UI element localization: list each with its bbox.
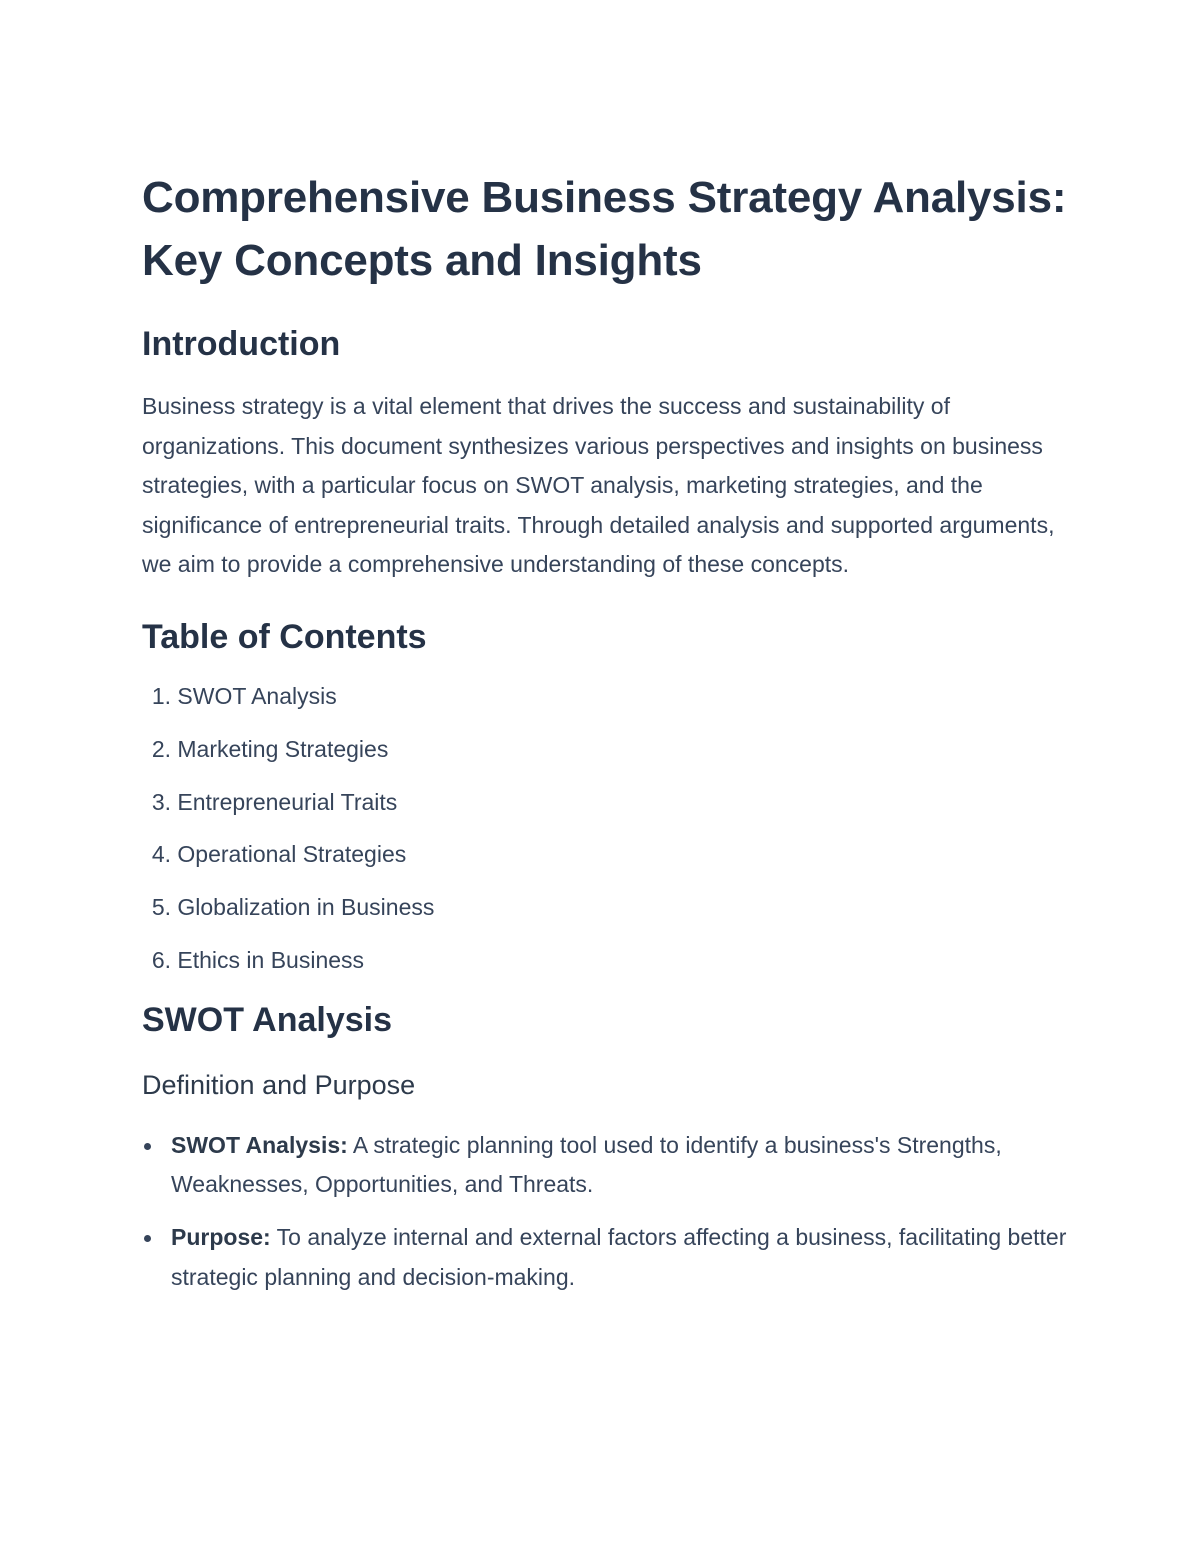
toc-item bbox=[142, 787, 1072, 840]
bullet-dot-icon bbox=[144, 1235, 151, 1242]
toc-item bbox=[142, 681, 1072, 734]
introduction-paragraph: Business strategy is a vital element that drives the success and sustainability of organizations. This document synthesizes various perspectives and insights on business strategies, with a particular focus on SWOT analysis, marketing strategies, and the significance of entrepreneurial traits. Through detailed analysis and supported arguments, we aim to provide a comprehensive understanding of these concepts. bbox=[142, 393, 1055, 578]
bullet-item bbox=[142, 1126, 1072, 1205]
document-title: Comprehensive Business Strategy Analysis: Key Concepts and Insights bbox=[142, 173, 1067, 285]
bullet-item bbox=[142, 1218, 1072, 1297]
bullet-text: A strategic planning tool used to identify a business's Strengths, Weaknesses, Opportunities, and Threats. bbox=[171, 1131, 1002, 1198]
toc-item-label: Marketing Strategies bbox=[177, 735, 389, 762]
toc-item-number: 5. bbox=[151, 894, 171, 921]
toc-item-number: 4. bbox=[151, 841, 171, 868]
toc-item-label: Ethics in Business bbox=[177, 946, 365, 973]
toc-item-number: 1. bbox=[151, 682, 171, 709]
toc-item-number: 3. bbox=[151, 788, 171, 815]
toc-item bbox=[142, 892, 1072, 945]
toc-item bbox=[142, 734, 1072, 787]
toc-list bbox=[142, 681, 1072, 998]
definition-bullet-list bbox=[142, 1126, 1072, 1297]
document-page bbox=[142, 166, 1072, 1310]
swot-heading: SWOT Analysis bbox=[142, 1000, 393, 1039]
bullet-term: SWOT Analysis: bbox=[171, 1131, 348, 1158]
introduction-heading: Introduction bbox=[142, 325, 341, 363]
bullet-dot-icon bbox=[144, 1143, 151, 1150]
toc-item-number: 6. bbox=[151, 946, 171, 973]
toc-heading: Table of Contents bbox=[142, 617, 427, 656]
definition-subheading: Definition and Purpose bbox=[142, 1069, 416, 1100]
toc-item-label: Operational Strategies bbox=[177, 841, 407, 868]
toc-item-number: 2. bbox=[151, 735, 171, 762]
toc-item-label: Entrepreneurial Traits bbox=[177, 788, 398, 815]
toc-item bbox=[142, 945, 1072, 998]
toc-item-label: Globalization in Business bbox=[177, 894, 435, 921]
toc-item-label: SWOT Analysis bbox=[177, 682, 337, 709]
bullet-term: Purpose: bbox=[171, 1223, 271, 1250]
bullet-text: To analyze internal and external factors affecting a business, facilitating better strategic planning and decision-making. bbox=[171, 1223, 1067, 1290]
toc-item bbox=[142, 839, 1072, 892]
